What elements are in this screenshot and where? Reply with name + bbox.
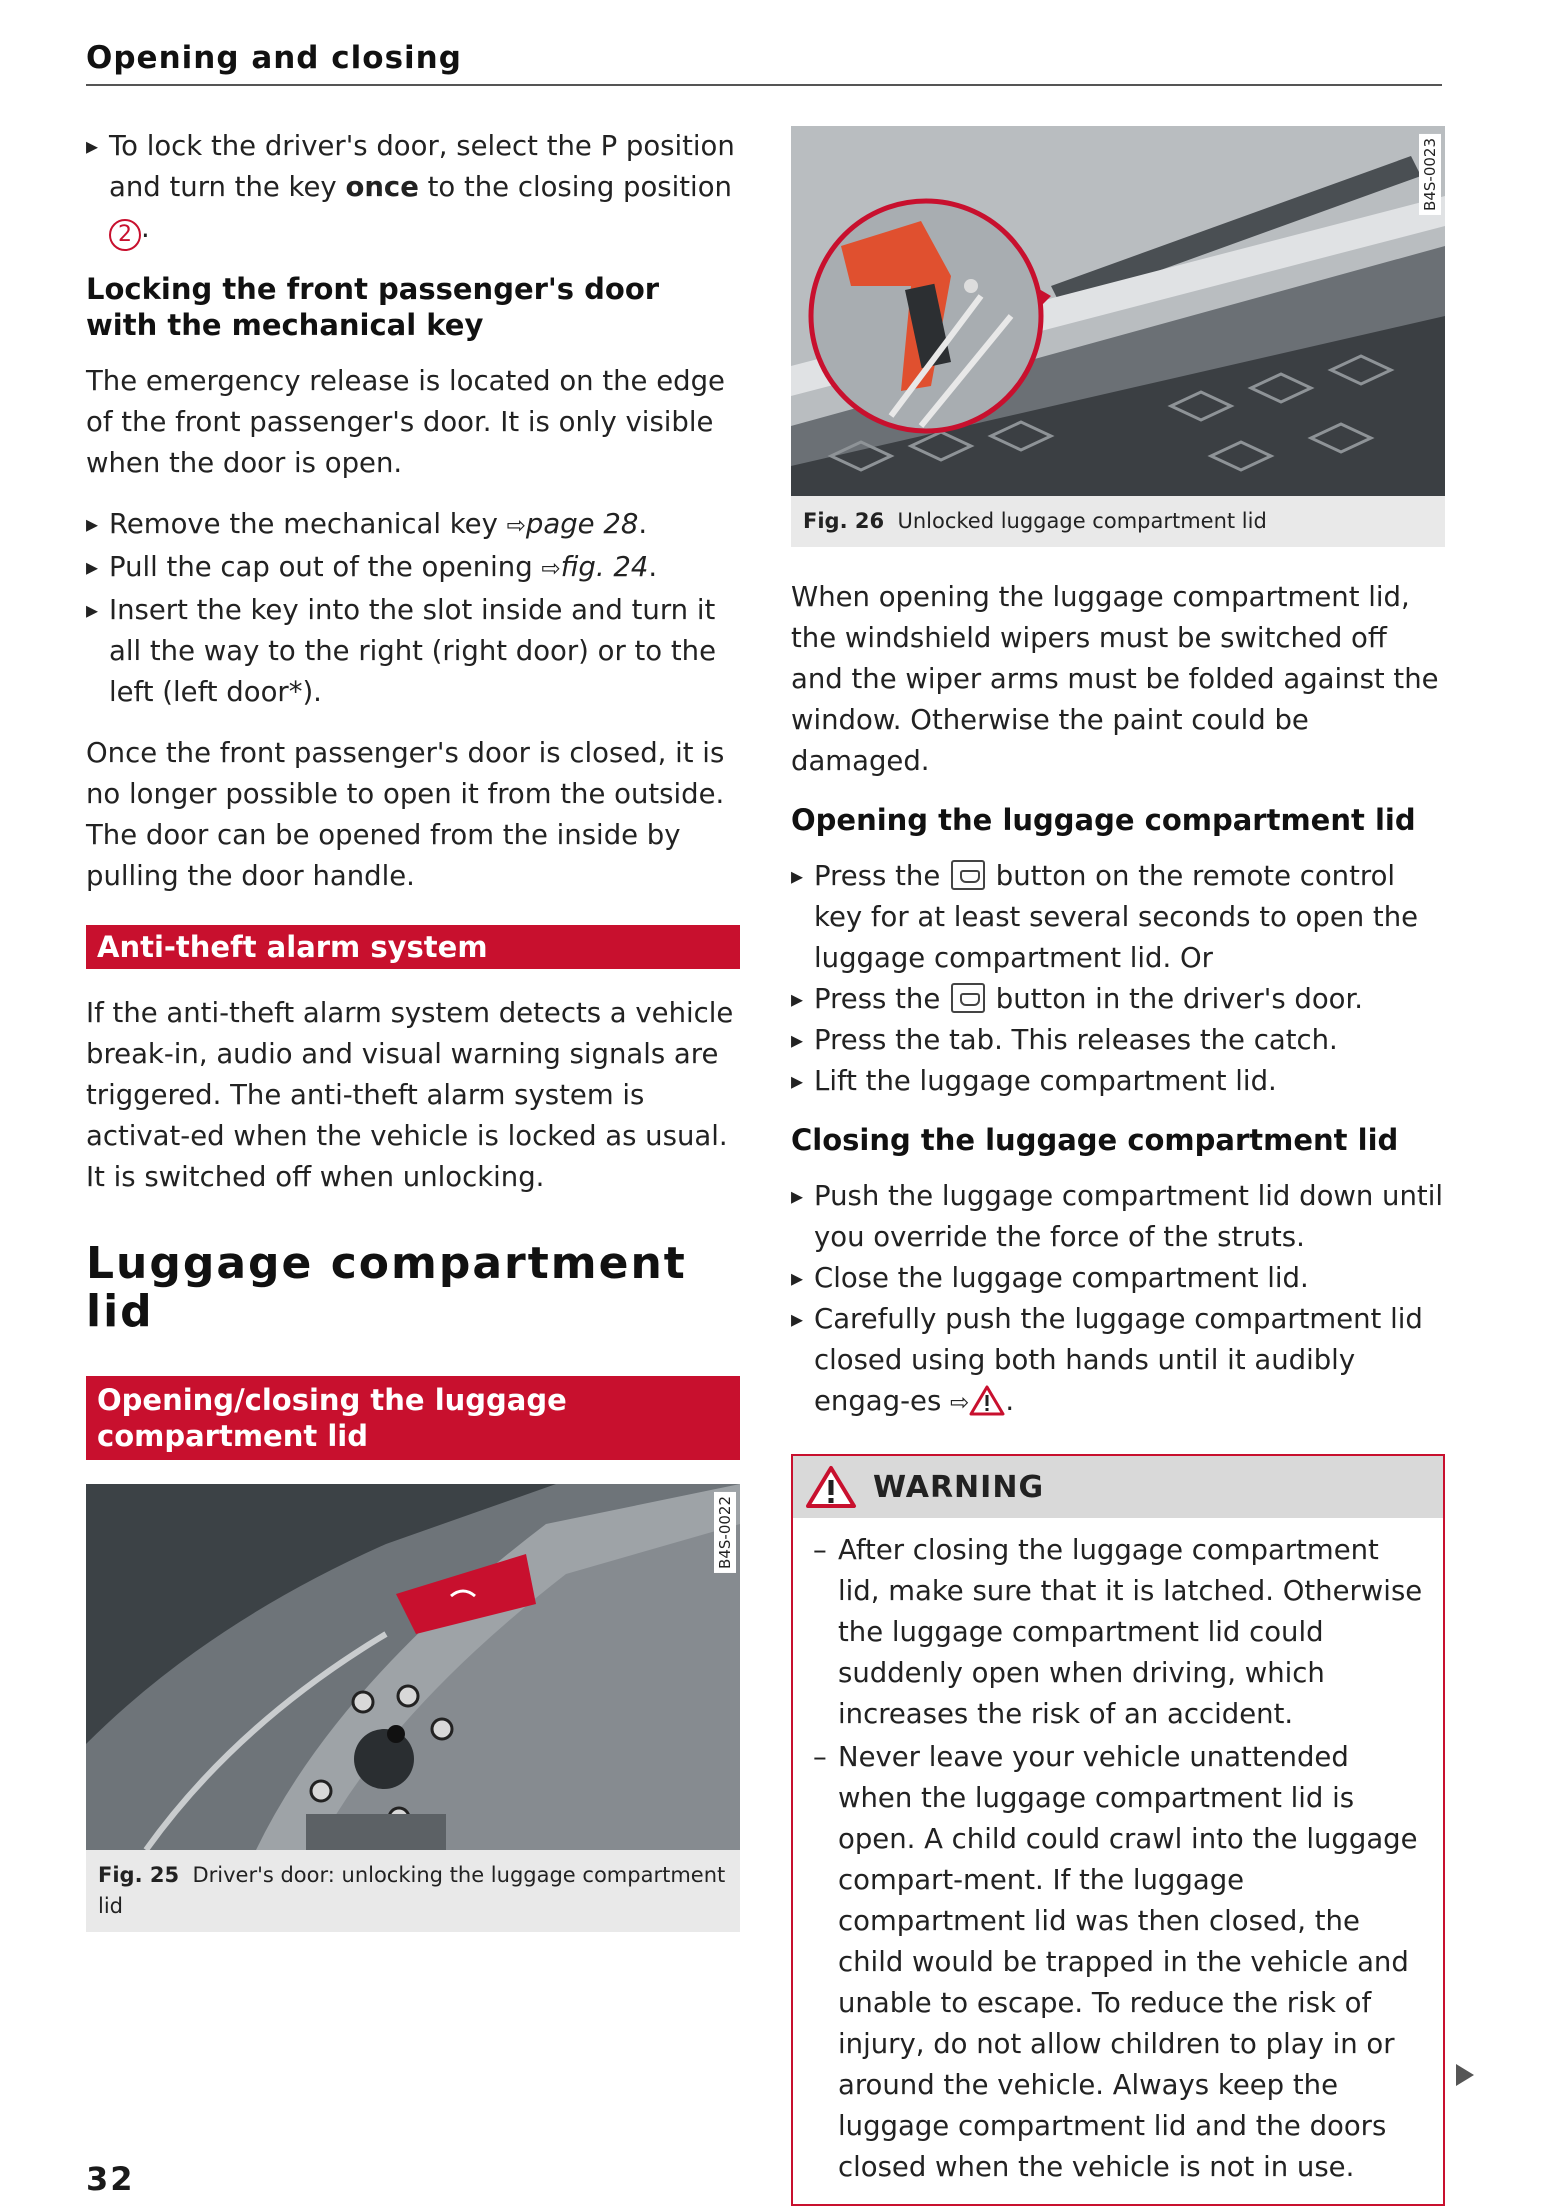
figure-caption: Fig. 25 Driver's door: unlocking the luggage compartment lid	[98, 1863, 726, 1918]
page-reference-link[interactable]: page 28	[525, 508, 639, 540]
warning-item: – After closing the luggage compartment lid, make sure that it is latched. Otherwise the luggage compartment lid could suddenly open when driving, which increases the risk of an accident.	[813, 1530, 1423, 1735]
door-closed-paragraph: Once the front passenger's door is closed, it is no longer possible to open it from the outside. The door can be opened from the inside by pulling the door handle.	[86, 737, 725, 892]
luggage-lid-illustration	[791, 126, 1445, 496]
list-item: ▸ Close the luggage compartment lid.	[791, 1258, 1445, 1299]
warning-box	[791, 1454, 1445, 2206]
closing-steps	[791, 1176, 1445, 1424]
open-close-section-bar: Opening/closing the luggage compartment lid	[86, 1376, 740, 1460]
callout-number: 2	[109, 219, 141, 251]
list-item: ▸ Lift the luggage compartment lid.	[791, 1061, 1445, 1102]
alarm-section-bar: Anti-theft alarm system	[86, 925, 740, 969]
warning-title: WARNING	[873, 1469, 1045, 1505]
continue-arrow-icon	[1456, 2064, 1474, 2086]
warning-reference-icon[interactable]	[969, 1384, 1005, 1416]
luggage-lid-button-icon	[951, 860, 985, 890]
figure-26	[791, 126, 1445, 547]
figure-code: B4S-0022	[714, 1492, 736, 1573]
list-item: ▸ Carefully push the luggage compartment lid closed using both hands until it audibly engag-es ⇨ .	[791, 1299, 1445, 1424]
door-panel-drawing	[86, 1484, 740, 1850]
list-item: ▸ Press the button on the remote control key for at least several seconds to open the luggage compartment lid. Or	[791, 856, 1445, 979]
luggage-lid-button-icon	[951, 983, 985, 1013]
list-item: ▸ Push the luggage compartment lid down until you override the force of the struts.	[791, 1176, 1445, 1258]
opening-heading: Opening the luggage compartment lid	[791, 803, 1416, 837]
reference-arrow-icon: ⇨	[541, 556, 561, 582]
list-item: ▸ Remove the mechanical key ⇨page 28.	[86, 504, 740, 547]
lock-driver-step	[86, 126, 740, 251]
list-item: ▸ Insert the key into the slot inside and turn it all the way to the right (right door) or to the left (left door*).	[86, 590, 740, 713]
chapter-title: Opening and closing	[86, 40, 462, 76]
warning-header	[793, 1456, 1443, 1518]
reference-arrow-icon: ⇨	[950, 1390, 970, 1416]
door-panel-illustration	[86, 1484, 740, 1850]
page-number: 32	[86, 2160, 135, 2198]
wipers-paragraph: When opening the luggage compartment lid, the windshield wipers must be switched off and the wiper arms must be folded against the window. Otherwise the paint could be damaged.	[791, 581, 1439, 777]
passenger-door-heading: Locking the front passenger's door with the mechanical key	[86, 272, 660, 342]
list-item: ▸ Press the tab. This releases the catch.	[791, 1020, 1445, 1061]
list-item: ▸ Pull the cap out of the opening ⇨fig. 24.	[86, 547, 740, 590]
left-column	[86, 126, 740, 1932]
warning-triangle-icon	[805, 1465, 857, 1509]
opening-steps	[791, 856, 1445, 1102]
alarm-paragraph: If the anti-theft alarm system detects a vehicle break-in, audio and visual warning signals are triggered. The anti-theft alarm system is activat-ed when the vehicle is locked as usual. It is switched off when unlocking.	[86, 997, 734, 1193]
list-item: ▸ Press the button in the driver's door.	[791, 979, 1445, 1020]
figure-25	[86, 1484, 740, 1932]
passenger-door-paragraph: The emergency release is located on the edge of the front passenger's door. It is only visible when the door is open.	[86, 365, 725, 479]
warning-list	[793, 1518, 1443, 2204]
closing-heading: Closing the luggage compartment lid	[791, 1123, 1399, 1157]
passenger-door-steps	[86, 504, 740, 713]
figure-reference-link[interactable]: fig. 24	[560, 551, 649, 583]
warning-item: – Never leave your vehicle unattended when the luggage compartment lid is open. A child could crawl into the luggage compart-ment. If the luggage compartment lid was then closed, the child would be trapped in the vehicle and unable to escape. To reduce the risk of injury, do not allow children to play in or around the vehicle. Always keep the luggage compartment lid and the doors closed when the vehicle is not in use.	[813, 1737, 1423, 2188]
figure-caption: Fig. 26 Unlocked luggage compartment lid	[803, 509, 1267, 533]
figure-code: B4S-0023	[1419, 134, 1441, 215]
luggage-lid-drawing	[791, 126, 1445, 496]
right-column	[791, 126, 1445, 2206]
reference-arrow-icon: ⇨	[506, 513, 526, 539]
section-title: Luggage compartment lid	[86, 1238, 687, 1337]
list-item: ▸ To lock the driver's door, select the P position and turn the key once to the closing position 2 .	[86, 126, 740, 251]
header-rule	[86, 84, 1442, 86]
